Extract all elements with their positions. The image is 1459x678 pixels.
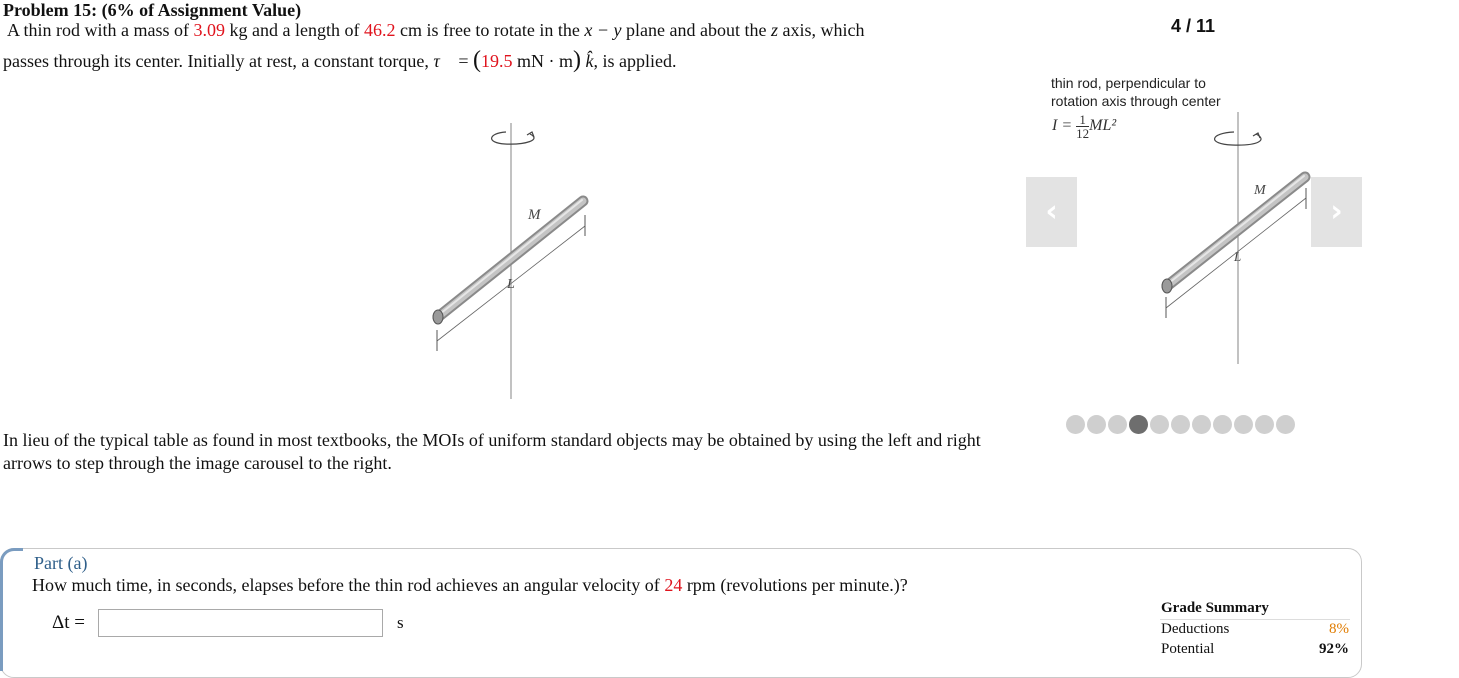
answer-label: Δt = [52,612,85,633]
chevron-left-icon: ‹ [1045,194,1058,229]
carousel-caption: thin rod, perpendicular to rotation axis through center [1051,75,1221,109]
problem-title: Problem 15: (6% of Assignment Value) [3,0,302,20]
problem-statement-line2: passes through its center. Initially at rest, a constant torque, τ⃗ = (19.5 mN · m) k̂, is applied. [3,47,677,73]
carousel-counter: 4 / 11 [1171,16,1216,36]
length-value: 46.2 [363,20,396,40]
answer-unit: s [397,613,404,632]
carousel-instructions: In lieu of the typical table as found in most textbooks, the MOIs of uniform standard objects may be obtained by using the left and right arrows to step through the image carousel to the right. [3,430,981,473]
carousel-dot[interactable] [1213,415,1232,434]
torque-value: 19.5 [481,51,513,71]
rod [433,200,583,324]
mass-value: 3.09 [193,20,225,40]
carousel-dot[interactable] [1087,415,1106,434]
rotation-arrow-icon [492,132,534,144]
mass-label: M [528,207,541,223]
grade-summary-divider [1160,619,1350,620]
carousel-next-button[interactable] [1311,177,1362,247]
rod-figure [410,123,610,413]
carousel-mass-label: M [1254,183,1266,198]
carousel-dot[interactable] [1171,415,1190,434]
potential-value: 92% [1319,641,1349,657]
axis-math: z [770,20,778,40]
carousel-dots [1066,415,1295,434]
carousel-rod-figure [1150,112,1320,368]
moi-formula: I = $\frac{1}{12}$ ML² [1052,112,1117,141]
part-label: Part (a) [34,553,88,573]
carousel-prev-button[interactable] [1026,177,1077,247]
carousel-dot[interactable] [1066,415,1085,434]
problem-statement-line1: A thin rod with a mass of 3.09 kg and a length of 46.2 cm is free to rotate in the x − y plane and about the z axis, which [7,20,865,40]
carousel-dot[interactable] [1234,415,1253,434]
torque-symbol: τ⃗ [433,51,454,71]
part-question: How much time, in seconds, elapses before the thin rod achieves an angular velocity of 24 rpm (revolutions per minute.)? [32,575,908,595]
plane-math: x − y [584,20,622,40]
chevron-right-icon: › [1330,194,1343,229]
answer-input[interactable] [98,609,383,637]
carousel-dot[interactable] [1276,415,1295,434]
carousel-dot[interactable] [1192,415,1211,434]
part-a-accent [0,548,23,671]
carousel-rod [1162,176,1305,293]
length-label: L [507,277,515,292]
grade-potential-row: Potential 92% [1161,641,1349,657]
carousel-dot[interactable] [1150,415,1169,434]
carousel-dot[interactable] [1108,415,1127,434]
torque-unit: mN · m [512,51,574,71]
grade-deductions-row: Deductions 8% [1161,621,1349,637]
deductions-value: 8% [1329,621,1349,637]
carousel-dot[interactable] [1129,415,1148,434]
grade-summary-title: Grade Summary [1161,600,1269,616]
omega-value: 24 [664,575,683,595]
carousel-length-label: L [1234,249,1242,264]
carousel-dot[interactable] [1255,415,1274,434]
